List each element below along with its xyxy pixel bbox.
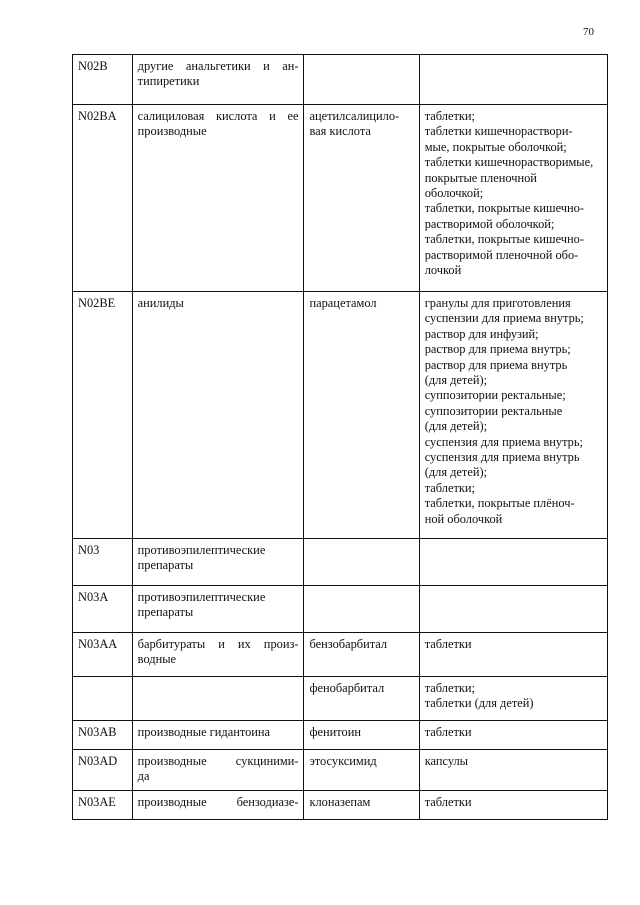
group-name-cell: производные гидантоина (132, 721, 304, 750)
drug-name-cell: фенобарбитал (304, 677, 419, 721)
drug-name-cell (304, 55, 419, 105)
atc-code-cell: N02BA (73, 105, 133, 292)
drug-name-cell: бензобарбитал (304, 633, 419, 677)
dosage-form-cell: таблетки (419, 633, 607, 677)
table-row (73, 55, 608, 105)
table-row (73, 105, 608, 292)
atc-code-cell: N03A (73, 586, 133, 633)
dosage-form-cell: гранулы для приготовления суспензии для приема внутрь; раствор для инфузий; раствор для приема внутрь; раствор для приема внутрь (для детей); суппозитории ректальные; суппозитории ректальные (для детей); суспензия для приема внутрь; суспензия для приема внутрь (для детей); таблетки; таблетки, покрытые плёноч- ной оболочкой (419, 292, 607, 539)
table-row (73, 539, 608, 586)
dosage-form-cell: таблетки (419, 790, 607, 819)
table-row (73, 750, 608, 791)
drug-name-cell: ацетилсалицило- вая кислота (304, 105, 419, 292)
drug-name-cell: парацетамол (304, 292, 419, 539)
table-row (73, 790, 608, 819)
atc-code-cell: N03AB (73, 721, 133, 750)
group-name-cell (132, 677, 304, 721)
drug-name-cell (304, 539, 419, 586)
drug-name-cell: этосуксимид (304, 750, 419, 791)
group-name-cell: противоэпилептические препараты (132, 586, 304, 633)
atc-code-cell: N03AE (73, 790, 133, 819)
group-name-cell: производные сукциними- да (132, 750, 304, 791)
dosage-form-cell (419, 586, 607, 633)
atc-code-cell (73, 677, 133, 721)
table-row (73, 721, 608, 750)
table-row (73, 677, 608, 721)
group-name-cell: салициловая кислота и ее производные (132, 105, 304, 292)
atc-code-cell: N02B (73, 55, 133, 105)
dosage-form-cell (419, 55, 607, 105)
drug-name-cell: фенитоин (304, 721, 419, 750)
dosage-form-cell: таблетки; таблетки (для детей) (419, 677, 607, 721)
drug-name-cell (304, 586, 419, 633)
drug-table (72, 54, 608, 820)
atc-code-cell: N03AA (73, 633, 133, 677)
atc-code-cell: N03AD (73, 750, 133, 791)
drug-name-cell: клоназепам (304, 790, 419, 819)
table-row (73, 633, 608, 677)
group-name-cell: производные бензодиазе- (132, 790, 304, 819)
dosage-form-cell (419, 539, 607, 586)
table-row (73, 586, 608, 633)
dosage-form-cell: капсулы (419, 750, 607, 791)
atc-code-cell: N02BE (73, 292, 133, 539)
page-number: 70 (583, 26, 594, 38)
group-name-cell: анилиды (132, 292, 304, 539)
atc-code-cell: N03 (73, 539, 133, 586)
group-name-cell: противоэпилептические препараты (132, 539, 304, 586)
dosage-form-cell: таблетки (419, 721, 607, 750)
table-row (73, 292, 608, 539)
group-name-cell: барбитураты и их произ- водные (132, 633, 304, 677)
group-name-cell: другие анальгетики и ан- типиретики (132, 55, 304, 105)
dosage-form-cell: таблетки; таблетки кишечнораствори- мые, покрытые оболочкой; таблетки кишечнорастворимые, покрытые пленочной оболочкой; таблетки, покрытые кишечно- растворимой оболочкой; таблетки, покрытые кишечно- растворимой пленочной обо- лочкой (419, 105, 607, 292)
